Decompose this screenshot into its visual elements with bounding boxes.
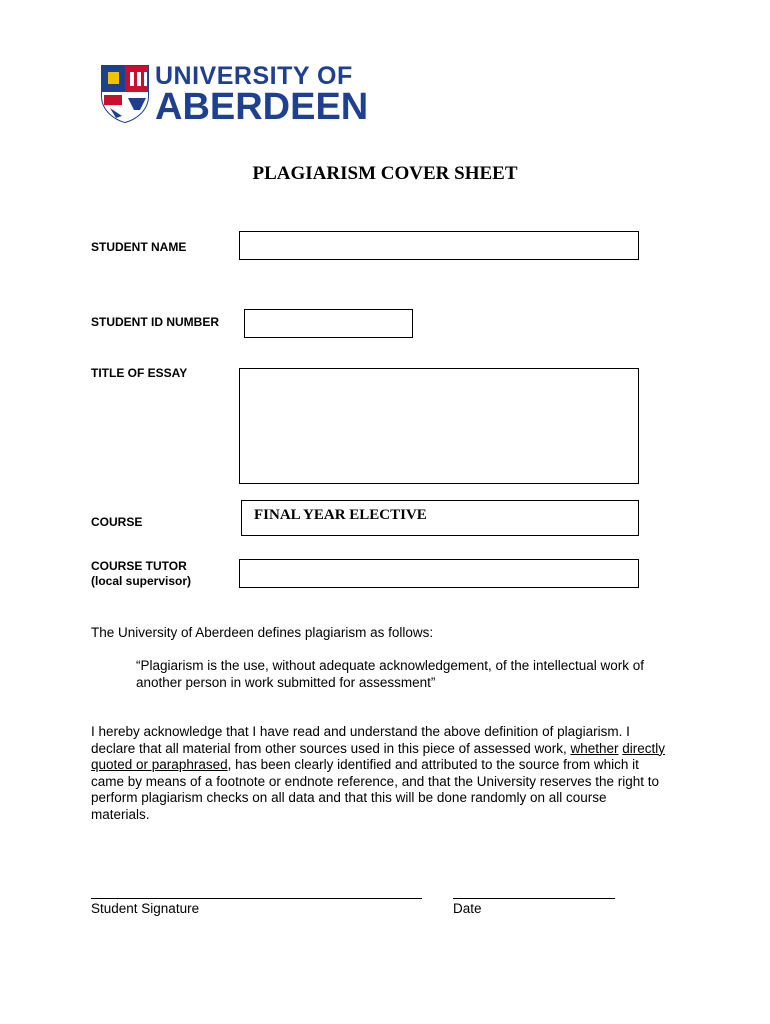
university-logo <box>100 60 370 130</box>
declaration-paragraph <box>91 724 665 823</box>
date-label: Date <box>453 901 482 916</box>
declaration-line4: came by means of a footnote or endnote reference, and that the University reserves the right to <box>91 773 660 789</box>
university-crest-icon <box>100 64 150 124</box>
date-line[interactable] <box>453 898 615 899</box>
declaration-line1: I hereby acknowledge that I have read and understand the above definition of plagiarism. I <box>91 724 630 739</box>
tutor-field[interactable] <box>239 559 639 588</box>
declaration-underline-directly: directly <box>622 740 666 756</box>
course-value: FINAL YEAR ELECTIVE <box>254 507 427 523</box>
essay-title-label: TITLE OF ESSAY <box>91 366 188 380</box>
declaration-line6: materials. <box>91 806 150 822</box>
page-title: PLAGIARISM COVER SHEET <box>252 163 518 184</box>
declaration-line3 <box>91 757 665 774</box>
definition-quote-line2: another person in work submitted for assessment” <box>136 675 436 690</box>
declaration-line2-text: declare that all material from other sources used in this piece of assessed work, <box>91 740 571 756</box>
declaration-line3-text: , has been clearly identified and attributed to the source from which it <box>227 757 639 772</box>
student-name-field[interactable] <box>239 231 639 260</box>
student-id-field[interactable] <box>244 309 413 338</box>
definition-quote-line1: “Plagiarism is the use, without adequate acknowledgement, of the intellectual work of <box>136 658 645 673</box>
student-name-label: STUDENT NAME <box>91 240 187 254</box>
student-id-label: STUDENT ID NUMBER <box>91 315 219 329</box>
declaration-underline-quoted: quoted or paraphrased <box>91 757 228 772</box>
tutor-label: COURSE TUTOR <box>91 559 187 573</box>
course-label: COURSE <box>91 515 143 529</box>
declaration-line2 <box>91 741 665 758</box>
signature-label: Student Signature <box>91 901 200 916</box>
logo-text-line1: UNIVERSITY OF <box>155 62 353 90</box>
course-field[interactable] <box>241 500 639 536</box>
declaration-underline-whether: whether <box>570 740 619 756</box>
signature-line[interactable] <box>91 898 422 899</box>
tutor-sublabel: (local supervisor) <box>91 574 192 588</box>
definition-intro: The University of Aberdeen defines plagiarism as follows: <box>91 625 434 640</box>
declaration-line5: perform plagiarism checks on all data and that this will be done randomly on all course <box>91 790 607 805</box>
logo-text-line2: ABERDEEN <box>155 86 369 128</box>
essay-title-field[interactable] <box>239 368 639 484</box>
